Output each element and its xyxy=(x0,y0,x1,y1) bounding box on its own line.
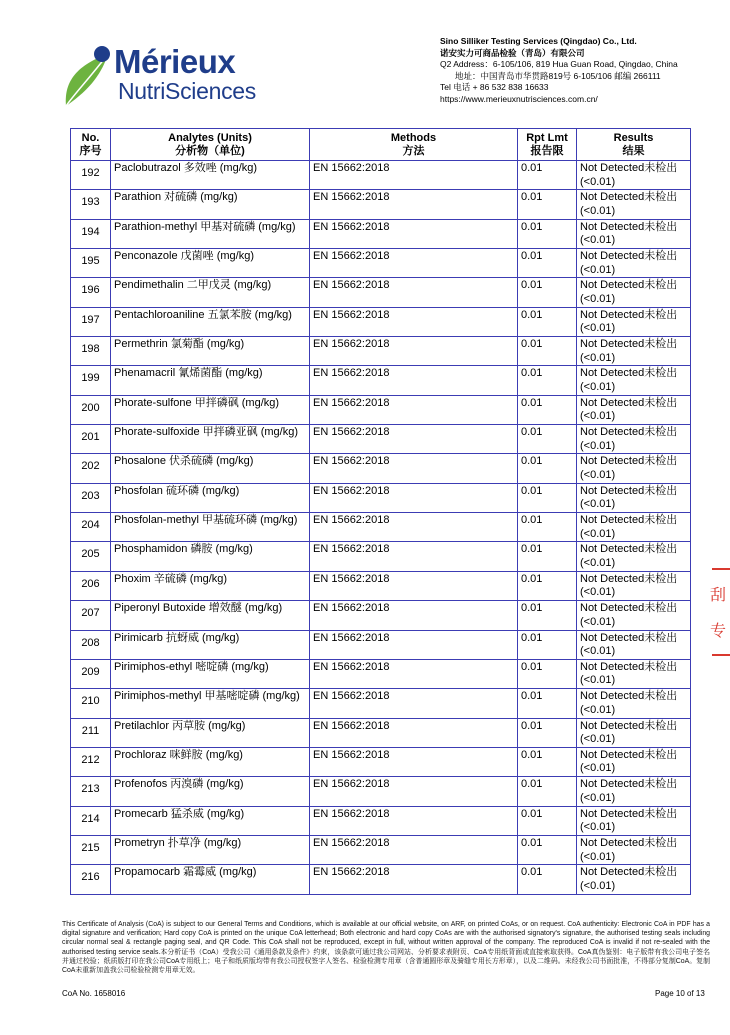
cell-result: Not Detected未检出(<0.01) xyxy=(577,395,691,424)
cell-result: Not Detected未检出(<0.01) xyxy=(577,542,691,571)
seal-glyph: 专 xyxy=(710,621,727,640)
table-row xyxy=(71,777,691,806)
cell-rpt-lmt: 0.01 xyxy=(518,395,577,424)
cell-analyte: Profenofos 丙溴磷 (mg/kg) xyxy=(111,777,310,806)
cell-rpt-lmt: 0.01 xyxy=(518,571,577,600)
table-row xyxy=(71,483,691,512)
cell-rpt-lmt: 0.01 xyxy=(518,483,577,512)
cell-method: EN 15662:2018 xyxy=(310,395,518,424)
cell-method: EN 15662:2018 xyxy=(310,777,518,806)
cell-no: 205 xyxy=(71,542,111,571)
table-row xyxy=(71,278,691,307)
cell-no: 208 xyxy=(71,630,111,659)
company-address-en: Q2 Address：6-105/106, 819 Hua Guan Road, Qingdao, China xyxy=(440,59,678,69)
table-row xyxy=(71,806,691,835)
cell-no: 214 xyxy=(71,806,111,835)
company-tel: Tel 电话 + 86 532 838 16633 xyxy=(440,82,549,92)
cell-rpt-lmt: 0.01 xyxy=(518,219,577,248)
cell-result: Not Detected未检出(<0.01) xyxy=(577,366,691,395)
cell-method: EN 15662:2018 xyxy=(310,454,518,483)
table-row xyxy=(71,454,691,483)
seal-line xyxy=(712,568,730,570)
cell-analyte: Prochloraz 咪鲜胺 (mg/kg) xyxy=(111,747,310,776)
table-row xyxy=(71,161,691,190)
table-row xyxy=(71,337,691,366)
company-logo xyxy=(62,38,256,110)
cell-rpt-lmt: 0.01 xyxy=(518,630,577,659)
cell-analyte: Pirimiphos-ethyl 嘧啶磷 (mg/kg) xyxy=(111,659,310,688)
header-no: No. 序号 xyxy=(71,129,111,161)
cell-analyte: Piperonyl Butoxide 增效醚 (mg/kg) xyxy=(111,601,310,630)
header-rpt-lmt: Rpt Lmt 报告限 xyxy=(518,129,577,161)
header-analyte: Analytes (Units) 分析物（单位) xyxy=(111,129,310,161)
cell-no: 199 xyxy=(71,366,111,395)
table-row xyxy=(71,689,691,718)
cell-result: Not Detected未检出(<0.01) xyxy=(577,483,691,512)
cell-no: 195 xyxy=(71,249,111,278)
cell-result: Not Detected未检出(<0.01) xyxy=(577,513,691,542)
cell-no: 216 xyxy=(71,865,111,894)
cell-no: 201 xyxy=(71,425,111,454)
cell-method: EN 15662:2018 xyxy=(310,483,518,512)
cell-analyte: Phosphamidon 磷胺 (mg/kg) xyxy=(111,542,310,571)
disclaimer-cn: 本分析证书（CoA）受我公司《通用条款及条件》约束，该条款可通过我公司网站、分析要求表附页、CoA专用纸背面或直接索取获得。CoA真伪鉴别：电子版带有我公司电子签名并通过校验；纸质版打印在我公司CoA专用纸上；电子和纸质版均带有我公司授权签字人签名、检验检测专用章（含普通圆形章及骑缝专用长方形章），以及二维码。未经我公司书面批准，不得部分复制CoA。复制CoA未重新加盖我公司检验检测专用章无效。 xyxy=(62,948,710,975)
cell-result: Not Detected未检出(<0.01) xyxy=(577,659,691,688)
cell-analyte: Phosfolan 硫环磷 (mg/kg) xyxy=(111,483,310,512)
cell-rpt-lmt: 0.01 xyxy=(518,689,577,718)
cell-method: EN 15662:2018 xyxy=(310,190,518,219)
cell-rpt-lmt: 0.01 xyxy=(518,513,577,542)
table-row xyxy=(71,425,691,454)
cell-analyte: Pirimiphos-methyl 甲基嘧啶磷 (mg/kg) xyxy=(111,689,310,718)
cell-rpt-lmt: 0.01 xyxy=(518,835,577,864)
cell-analyte: Phosalone 伏杀硫磷 (mg/kg) xyxy=(111,454,310,483)
cell-no: 202 xyxy=(71,454,111,483)
cell-no: 198 xyxy=(71,337,111,366)
cell-result: Not Detected未检出(<0.01) xyxy=(577,161,691,190)
cell-no: 204 xyxy=(71,513,111,542)
cell-method: EN 15662:2018 xyxy=(310,865,518,894)
cell-method: EN 15662:2018 xyxy=(310,659,518,688)
cell-method: EN 15662:2018 xyxy=(310,249,518,278)
cell-method: EN 15662:2018 xyxy=(310,835,518,864)
cell-method: EN 15662:2018 xyxy=(310,689,518,718)
cell-no: 203 xyxy=(71,483,111,512)
table-row xyxy=(71,307,691,336)
table-row xyxy=(71,865,691,894)
cell-method: EN 15662:2018 xyxy=(310,747,518,776)
cell-method: EN 15662:2018 xyxy=(310,571,518,600)
cell-result: Not Detected未检出(<0.01) xyxy=(577,337,691,366)
cell-rpt-lmt: 0.01 xyxy=(518,307,577,336)
cell-analyte: Phenamacril 氰烯菌酯 (mg/kg) xyxy=(111,366,310,395)
cell-method: EN 15662:2018 xyxy=(310,161,518,190)
cell-rpt-lmt: 0.01 xyxy=(518,249,577,278)
cell-method: EN 15662:2018 xyxy=(310,219,518,248)
cell-result: Not Detected未检出(<0.01) xyxy=(577,630,691,659)
cell-method: EN 15662:2018 xyxy=(310,601,518,630)
cell-rpt-lmt: 0.01 xyxy=(518,747,577,776)
cell-rpt-lmt: 0.01 xyxy=(518,659,577,688)
cell-result: Not Detected未检出(<0.01) xyxy=(577,249,691,278)
cell-rpt-lmt: 0.01 xyxy=(518,366,577,395)
table-row xyxy=(71,601,691,630)
cell-result: Not Detected未检出(<0.01) xyxy=(577,777,691,806)
cell-rpt-lmt: 0.01 xyxy=(518,777,577,806)
company-info xyxy=(440,36,720,105)
cell-rpt-lmt: 0.01 xyxy=(518,425,577,454)
cell-no: 193 xyxy=(71,190,111,219)
logo-leaf-icon xyxy=(62,44,118,110)
cell-result: Not Detected未检出(<0.01) xyxy=(577,454,691,483)
cell-result: Not Detected未检出(<0.01) xyxy=(577,190,691,219)
cell-analyte: Permethrin 氯菊酯 (mg/kg) xyxy=(111,337,310,366)
table-row xyxy=(71,395,691,424)
seal-glyph: 刮 xyxy=(710,585,727,604)
company-website[interactable]: https://www.merieuxnutrisciences.com.cn/ xyxy=(440,93,598,104)
table-row xyxy=(71,718,691,747)
cell-rpt-lmt: 0.01 xyxy=(518,718,577,747)
cell-rpt-lmt: 0.01 xyxy=(518,454,577,483)
cell-analyte: Prometryn 扑草净 (mg/kg) xyxy=(111,835,310,864)
cell-no: 196 xyxy=(71,278,111,307)
table-row xyxy=(71,542,691,571)
cell-analyte: Phosfolan-methyl 甲基硫环磷 (mg/kg) xyxy=(111,513,310,542)
cell-result: Not Detected未检出(<0.01) xyxy=(577,278,691,307)
cell-no: 213 xyxy=(71,777,111,806)
cell-analyte: Pentachloroaniline 五氯苯胺 (mg/kg) xyxy=(111,307,310,336)
cell-analyte: Phorate-sulfoxide 甲拌磷亚砜 (mg/kg) xyxy=(111,425,310,454)
cell-analyte: Phoxim 辛硫磷 (mg/kg) xyxy=(111,571,310,600)
table-row xyxy=(71,249,691,278)
cell-analyte: Parathion 对硫磷 (mg/kg) xyxy=(111,190,310,219)
company-address-cn: 地址：中国青岛市华贯路819号 6-105/106 邮编 266111 xyxy=(455,70,661,81)
disclaimer-en: This Certificate of Analysis (CoA) is subject to our General Terms and Conditions, which is available at our official website, on ARF, on printed CoAs, or on request. CoA authenticity: Electronic CoA in PDF has a digital signature and verification; Hard copy CoA is printed on the unique CoA letterhead; Both electronic and hard copy CoAs are with the authorised signatory's signature, the authorised testing seals including circular normal seal & rectangle paging seal, and QR Code. This CoA shall not be reproduced, except in full, without written approval of the company. The reproduced CoA is invalid if not re-sealed with the authorised testing service seals. xyxy=(62,921,710,956)
cell-no: 197 xyxy=(71,307,111,336)
table-row xyxy=(71,219,691,248)
paging-seal-fragment xyxy=(708,560,730,660)
cell-method: EN 15662:2018 xyxy=(310,630,518,659)
cell-rpt-lmt: 0.01 xyxy=(518,865,577,894)
cell-method: EN 15662:2018 xyxy=(310,425,518,454)
cell-result: Not Detected未检出(<0.01) xyxy=(577,718,691,747)
cell-method: EN 15662:2018 xyxy=(310,718,518,747)
cell-no: 209 xyxy=(71,659,111,688)
cell-analyte: Pretilachlor 丙草胺 (mg/kg) xyxy=(111,718,310,747)
cell-method: EN 15662:2018 xyxy=(310,278,518,307)
cell-method: EN 15662:2018 xyxy=(310,513,518,542)
cell-no: 200 xyxy=(71,395,111,424)
cell-result: Not Detected未检出(<0.01) xyxy=(577,865,691,894)
cell-rpt-lmt: 0.01 xyxy=(518,337,577,366)
logo-brand-sub: NutriSciences xyxy=(118,78,256,104)
cell-method: EN 15662:2018 xyxy=(310,542,518,571)
logo-brand-name: Mérieux xyxy=(114,43,236,80)
table-header-row xyxy=(71,129,691,161)
cell-result: Not Detected未检出(<0.01) xyxy=(577,689,691,718)
table-row xyxy=(71,366,691,395)
cell-result: Not Detected未检出(<0.01) xyxy=(577,307,691,336)
cell-analyte: Phorate-sulfone 甲拌磷砜 (mg/kg) xyxy=(111,395,310,424)
cell-result: Not Detected未检出(<0.01) xyxy=(577,571,691,600)
table-row xyxy=(71,190,691,219)
table-row xyxy=(71,513,691,542)
table-row xyxy=(71,659,691,688)
cell-no: 207 xyxy=(71,601,111,630)
cell-rpt-lmt: 0.01 xyxy=(518,542,577,571)
company-name-cn: 诺安实力可商品检验（青岛）有限公司 xyxy=(440,47,585,58)
cell-analyte: Paclobutrazol 多效唑 (mg/kg) xyxy=(111,161,310,190)
header-method: Methods 方法 xyxy=(310,129,518,161)
cell-rpt-lmt: 0.01 xyxy=(518,601,577,630)
cell-no: 192 xyxy=(71,161,111,190)
cell-analyte: Parathion-methyl 甲基对硫磷 (mg/kg) xyxy=(111,219,310,248)
header-results: Results 结果 xyxy=(577,129,691,161)
table-row xyxy=(71,835,691,864)
table-row xyxy=(71,747,691,776)
cell-method: EN 15662:2018 xyxy=(310,337,518,366)
table-row xyxy=(71,571,691,600)
coa-number: CoA No. 1658016 xyxy=(62,989,126,998)
cell-method: EN 15662:2018 xyxy=(310,307,518,336)
cell-rpt-lmt: 0.01 xyxy=(518,278,577,307)
cell-method: EN 15662:2018 xyxy=(310,366,518,395)
results-table xyxy=(70,128,691,895)
cell-rpt-lmt: 0.01 xyxy=(518,161,577,190)
table-row xyxy=(71,630,691,659)
cell-no: 215 xyxy=(71,835,111,864)
cell-no: 211 xyxy=(71,718,111,747)
cell-result: Not Detected未检出(<0.01) xyxy=(577,747,691,776)
cell-result: Not Detected未检出(<0.01) xyxy=(577,835,691,864)
cell-method: EN 15662:2018 xyxy=(310,806,518,835)
footer-disclaimer xyxy=(62,920,710,975)
cell-result: Not Detected未检出(<0.01) xyxy=(577,425,691,454)
cell-no: 212 xyxy=(71,747,111,776)
page-number: Page 10 of 13 xyxy=(655,989,705,998)
cell-no: 206 xyxy=(71,571,111,600)
cell-rpt-lmt: 0.01 xyxy=(518,190,577,219)
cell-no: 210 xyxy=(71,689,111,718)
cell-analyte: Pirimicarb 抗蚜威 (mg/kg) xyxy=(111,630,310,659)
cell-result: Not Detected未检出(<0.01) xyxy=(577,601,691,630)
cell-no: 194 xyxy=(71,219,111,248)
cell-rpt-lmt: 0.01 xyxy=(518,806,577,835)
cell-analyte: Propamocarb 霜霉威 (mg/kg) xyxy=(111,865,310,894)
cell-analyte: Penconazole 戊菌唑 (mg/kg) xyxy=(111,249,310,278)
cell-analyte: Promecarb 猛杀威 (mg/kg) xyxy=(111,806,310,835)
cell-result: Not Detected未检出(<0.01) xyxy=(577,806,691,835)
cell-analyte: Pendimethalin 二甲戊灵 (mg/kg) xyxy=(111,278,310,307)
seal-line xyxy=(712,654,730,656)
company-name-en: Sino Silliker Testing Services (Qingdao) Co., Ltd. xyxy=(440,36,637,46)
cell-result: Not Detected未检出(<0.01) xyxy=(577,219,691,248)
